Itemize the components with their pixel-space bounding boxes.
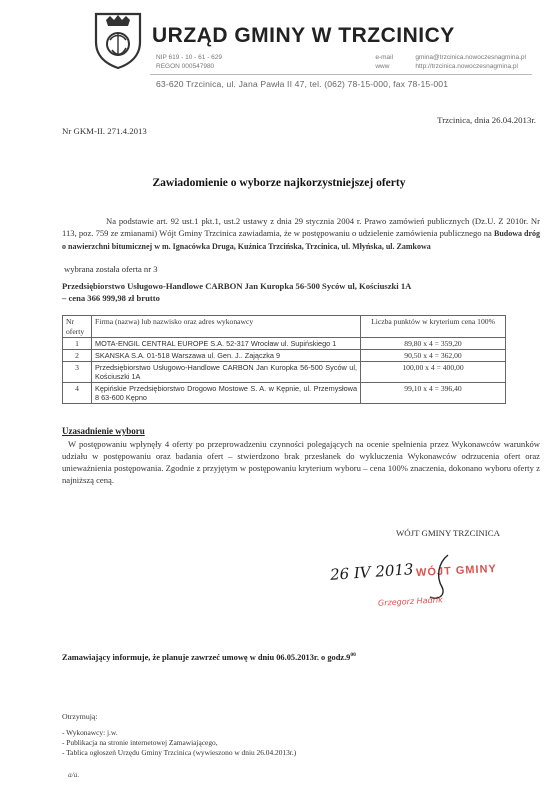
offer-points: 90,50 x 4 = 362,00 [361,350,506,362]
contract-date-note [62,652,356,662]
header-points: Liczba punktów w kryterium cena 100% [361,316,506,338]
contract-note-minutes: 00 [350,652,356,658]
winner-name: Przedsiębiorstwo Usługowo-Handlowe CARBON Jan Kuropka 56-500 Syców ul, Kościuszki 1A [62,281,412,291]
selected-offer: wybrana została oferta nr 3 [64,264,158,274]
signature-title: WÓJT GMINY TRZCINICA [396,528,500,538]
recipients-label: Otrzymują: [62,712,98,721]
winner-price: – cena 366 999,98 zł brutto [62,293,160,303]
contacts [375,53,526,71]
municipality-crest-icon [92,10,144,70]
list-item: - Tablica ogłoszeń Urzędu Gminy Trzcinica (wywieszono w dniu 26.04.2013r.) [62,748,297,757]
office-address: 63-620 Trzcinica, ul. Jana Pawła II 47, tel. (062) 78-15-000, fax 78-15-001 [156,79,449,89]
table-row [63,362,506,383]
email-link[interactable]: gmina@trzcinica.nowoczesnagmina.pl [415,54,526,61]
reference-number: Nr GKM-II. 271.4.2013 [62,126,147,136]
table-row [63,350,506,362]
email-label: e-mail [375,54,394,61]
recipients-list [62,728,296,758]
offer-points: 100,00 x 4 = 400,00 [361,362,506,383]
nip: NIP 619 - 10 - 61 - 629 [156,54,223,61]
winner-block [62,280,540,304]
offers-table [62,315,506,404]
contract-note-text: Zamawiający informuje, że planuje zawrzeć umowę w dniu 06.05.2013r. o godz.9 [62,652,351,662]
place-date: Trzcinica, dnia 26.04.2013r. [437,115,536,125]
table-row [63,338,506,350]
archive-mark: a/a. [68,770,80,779]
offer-points: 99,10 x 4 = 396,40 [361,383,506,404]
regon: REGON 000547980 [156,63,215,70]
www-link[interactable]: http://trzcinica.nowoczesnagmina.pl [415,63,518,70]
office-name: URZĄD GMINY W TRZCINICY [152,24,455,47]
offer-firm: Kępińskie Przedsiębiorstwo Drogowo Mostowe S. A. w Kępnie, ul. Przemysłowa 8 63-600 Kępno [92,383,361,404]
official-stamp: WÓJT GMINY [415,562,498,580]
www-label: www [375,63,390,70]
offer-points: 89,80 x 4 = 359,20 [361,338,506,350]
list-item: - Wykonawcy: j.w. [62,728,118,737]
handwritten-date: 26 IV 2013 [329,560,415,584]
offer-nr: 1 [63,338,92,350]
offer-firm: SKANSKA S.A. 01-518 Warszawa ul. Gen. J.. Zajączka 9 [92,350,361,362]
contract-subject: Budowa dróg o nawierzchni bitumicznej w m. Ignacówka Druga, Kuźnica Trzcińska, Trzcinica, ul. Młyńska, ul. Zamkowa [62,229,540,251]
header-nr: Nr oferty [63,316,92,338]
letterhead-divider [150,74,532,75]
offer-nr: 4 [63,383,92,404]
intro-paragraph [62,215,540,253]
list-item: - Publikacja na stronie internetowej Zamawiającego, [62,738,218,747]
offer-nr: 2 [63,350,92,362]
intro-text: Na podstawie art. 92 ust.1 pkt.1, ust.2 ustawy z dnia 29 stycznia 2004 r. Prawo zamówień publicznych (Dz.U. Z 2010r. Nr 113, poz. 759 ze zmianami) Wójt Gminy Trzcinica zawiadamia, że w postępowaniu o udzielenie zamówienia publicznego na [62,216,540,238]
signer-name: Grzegorz Hadrik [377,595,443,608]
document-heading: Zawiadomienie o wyborze najkorzystniejszej oferty [152,177,406,189]
justification-title: Uzasadnienie wyboru [62,426,145,436]
table-header-row [63,316,506,338]
table-row [63,383,506,404]
offer-firm: Przedsiębiorstwo Usługowo-Handlowe CARBON Jan Kuropka 56-500 Syców ul, Kościuszki 1A [92,362,361,383]
header-firm: Firma (nazwa) lub nazwisko oraz adres wykonawcy [92,316,361,338]
offer-firm: MOTA-ENGIL CENTRAL EUROPE S.A. 52-317 Wrocław ul. Supińskiego 1 [92,338,361,350]
handwritten-signature [330,553,530,615]
tax-ids [156,53,222,71]
justification-text: W postępowaniu wpłynęły 4 oferty po przeprowadzeniu czynności polegających na ocenie spełnienia przez Wykonawców warunków udziału w postępowaniu oraz badania ofert – stwierdzono brak przesłanek do wykluczenia Wykonawców odrzucenia ofert oraz unieważnienia postępowania. Zgodnie z przyjętym w postępowaniu kryterium wyboru – cena 100% znaczenia, dokonano wyboru oferty z najniższą ceną. [62,439,540,485]
offer-nr: 3 [63,362,92,383]
